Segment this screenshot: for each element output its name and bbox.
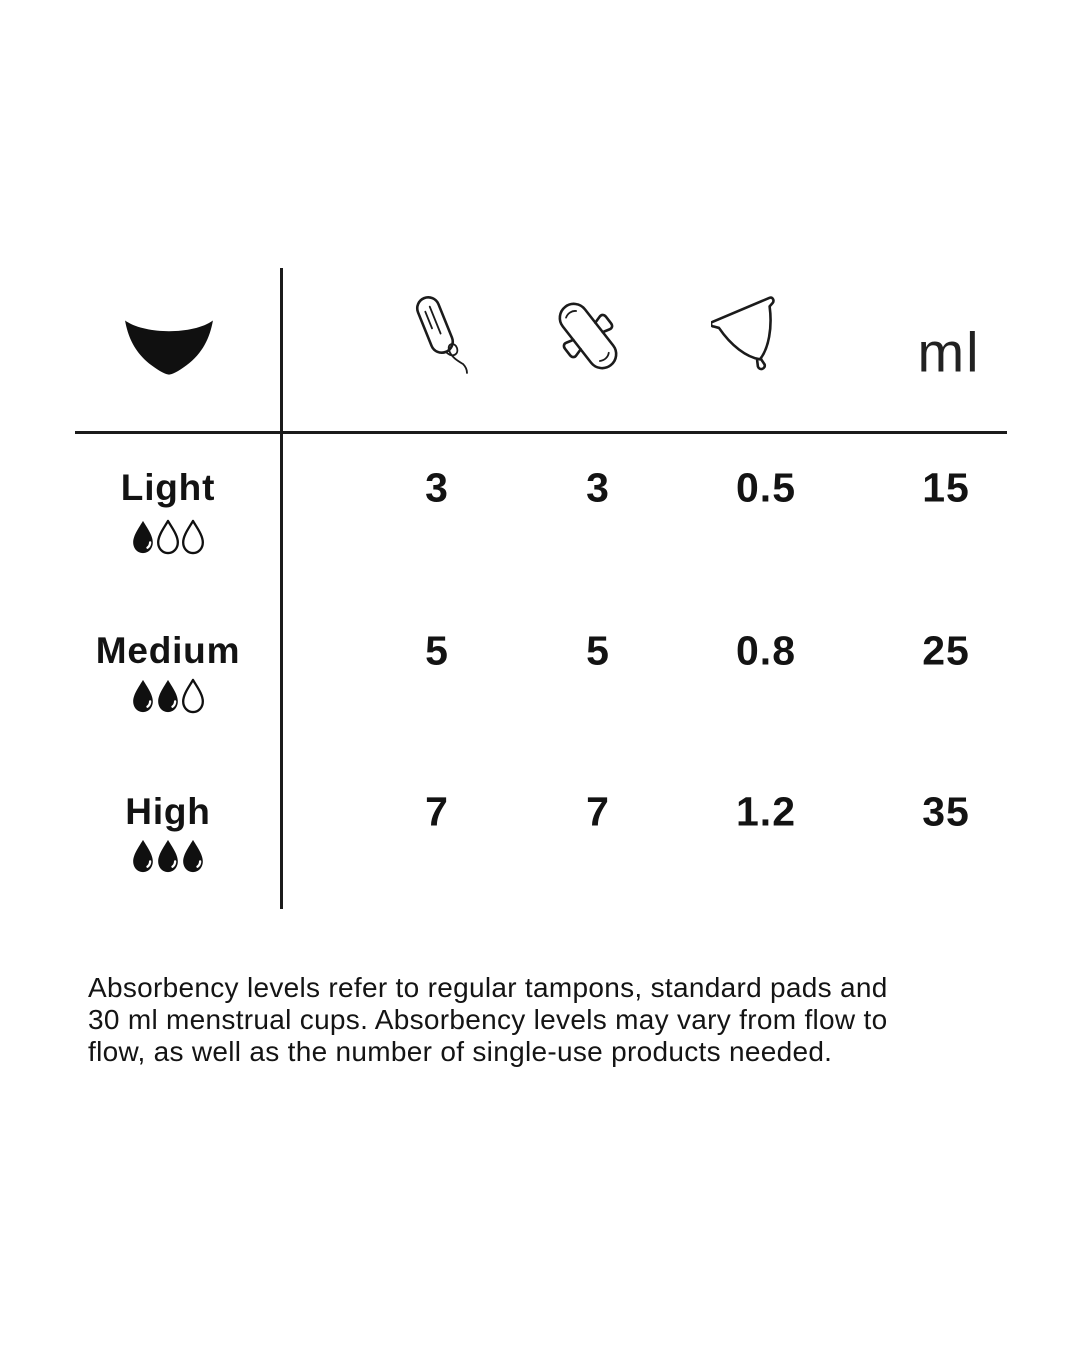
drop-icon: [131, 837, 156, 875]
footnote-line-1: Absorbency levels refer to regular tampons, standard pads and: [88, 972, 888, 1003]
row-label-medium: Medium: [95, 630, 241, 671]
ml-unit-label: ml: [917, 320, 981, 384]
cell-high-pad: 7: [586, 788, 610, 835]
table-vertical-divider: [280, 268, 283, 909]
tampon-icon: [397, 293, 475, 383]
drop-icon: [181, 677, 206, 715]
cell-light-pad: 3: [586, 464, 610, 511]
footnote-line-3: flow, as well as the number of single-use products needed.: [88, 1036, 833, 1067]
cell-high-ml: 35: [922, 788, 970, 835]
footnote: [88, 972, 1018, 1068]
cell-light-tampon: 3: [425, 464, 449, 511]
cell-medium-cup: 0.8: [736, 627, 796, 674]
drop-icon: [156, 837, 181, 875]
pad-icon: [556, 294, 620, 378]
flow-drops-medium: [131, 677, 206, 715]
cell-light-ml: 15: [922, 464, 970, 511]
drop-icon: [156, 677, 181, 715]
footnote-line-2: 30 ml menstrual cups. Absorbency levels may vary from flow to: [88, 1004, 888, 1035]
drop-icon: [181, 518, 206, 556]
cell-medium-ml: 25: [922, 627, 970, 674]
cell-light-cup: 0.5: [736, 464, 796, 511]
drop-icon: [156, 518, 181, 556]
drop-icon: [131, 518, 156, 556]
row-label-high: High: [125, 791, 211, 832]
flow-drops-high: [131, 837, 206, 875]
table-horizontal-divider: [75, 431, 1007, 434]
cell-high-tampon: 7: [425, 788, 449, 835]
cell-medium-pad: 5: [586, 627, 610, 674]
menstrual-cup-icon: [711, 293, 791, 379]
row-label-light: Light: [120, 467, 216, 508]
cell-high-cup: 1.2: [736, 788, 796, 835]
flow-drops-light: [131, 518, 206, 556]
drop-icon: [131, 677, 156, 715]
drop-icon: [181, 837, 206, 875]
cell-medium-tampon: 5: [425, 627, 449, 674]
underwear-icon: [122, 311, 216, 379]
